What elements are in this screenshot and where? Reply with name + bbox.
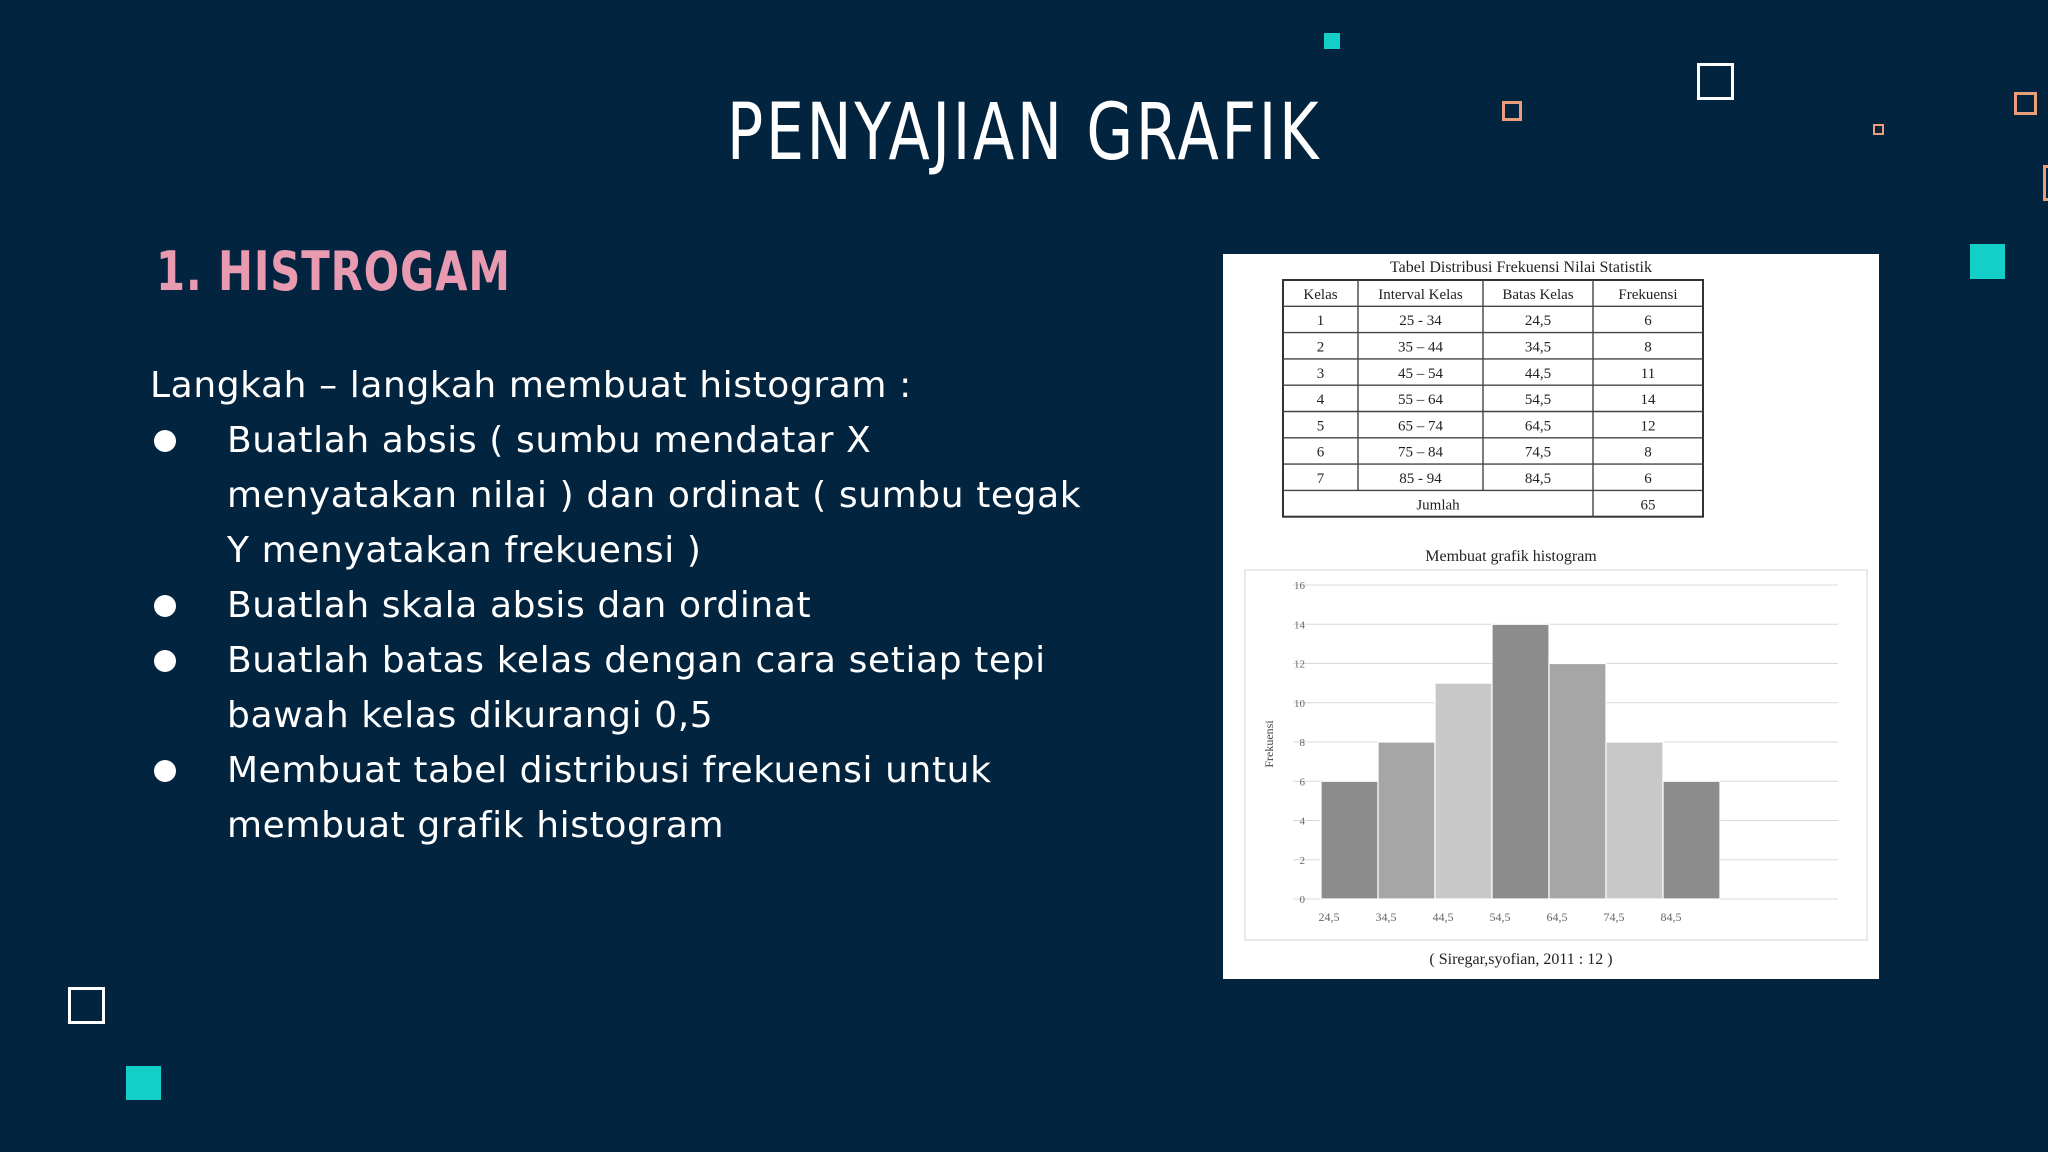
- y-tick-label: 2: [1299, 854, 1305, 867]
- figure-panel: [1223, 254, 1879, 979]
- list-item: [150, 633, 1110, 743]
- table-cell: 14: [1640, 392, 1656, 409]
- table-cell: 24,5: [1524, 313, 1552, 330]
- source-citation: ( Siregar,syofian, 2011 : 12 ): [1429, 951, 1613, 968]
- histogram-bar: [1435, 683, 1492, 899]
- y-axis-label: Frekuensi: [1262, 720, 1276, 768]
- y-tick-label: 8: [1299, 737, 1305, 749]
- list-item: [150, 743, 1110, 853]
- y-tick-label: 14: [1294, 619, 1305, 632]
- chart-bars: [1321, 624, 1720, 899]
- chart-title: Membuat grafik histogram: [1425, 548, 1597, 565]
- decor-square-peach-4: [2043, 165, 2048, 201]
- x-tick-label: 44,5: [1432, 910, 1454, 924]
- intro-text: Langkah – langkah membuat histogram :: [150, 365, 912, 406]
- table-header-cell: Kelas: [1303, 286, 1338, 303]
- table-cell: 44,5: [1524, 365, 1552, 382]
- step-text: Buatlah absis ( sumbu mendatar X menyatakan nilai ) dan ordinat ( sumbu tegak Y menyatakan frekuensi ): [227, 420, 1082, 571]
- histogram-bar: [1549, 664, 1606, 900]
- decor-square-teal-right: [1970, 244, 2005, 279]
- table-cell: 84,5: [1524, 471, 1552, 488]
- table-cell: 35 – 44: [1398, 339, 1443, 356]
- table-cell: 85 - 94: [1399, 471, 1442, 488]
- x-tick-label: 74,5: [1603, 910, 1625, 924]
- table-cell: 4: [1316, 392, 1325, 409]
- y-tick-label: 10: [1294, 697, 1305, 710]
- list-item: [150, 413, 1110, 578]
- steps-list: [150, 413, 1110, 853]
- y-tick-labels: [1294, 580, 1306, 906]
- x-tick-label: 64,5: [1546, 910, 1568, 924]
- bullet-icon: [154, 650, 176, 672]
- table-cell: 55 – 64: [1398, 392, 1443, 409]
- step-text: Buatlah batas kelas dengan cara setiap tepi bawah kelas dikurangi 0,5: [227, 640, 1046, 736]
- table-header-cell: Interval Kelas: [1378, 286, 1463, 303]
- table-cell: 5: [1316, 418, 1325, 435]
- y-tick-label: 6: [1299, 776, 1305, 789]
- slide-title: PENYAJIAN GRAFIK: [726, 88, 1322, 178]
- x-tick-labels: [1319, 910, 1682, 924]
- y-tick-label: 4: [1299, 815, 1305, 828]
- table-cell: 75 – 84: [1398, 444, 1443, 461]
- step-text: Buatlah skala absis dan ordinat: [227, 585, 812, 626]
- table-cell: 34,5: [1524, 339, 1552, 356]
- y-tick-label: 12: [1294, 658, 1305, 671]
- table-total-label: Jumlah: [1416, 497, 1460, 514]
- step-text: Membuat tabel distribusi frekuensi untuk membuat grafik histogram: [227, 750, 992, 846]
- table-cell: 45 – 54: [1398, 365, 1443, 382]
- decor-square-teal-top: [1324, 33, 1340, 49]
- histogram-bar: [1321, 781, 1378, 899]
- table-total-value: 65: [1640, 497, 1656, 514]
- x-tick-label: 54,5: [1489, 910, 1511, 924]
- table-cell: 74,5: [1524, 444, 1552, 461]
- table-cell: 25 - 34: [1399, 313, 1442, 330]
- list-item: [150, 578, 1110, 633]
- table-cell: 7: [1316, 471, 1325, 488]
- histogram-bar: [1606, 742, 1663, 899]
- table-cell: 3: [1316, 365, 1325, 382]
- table-cell: 12: [1640, 418, 1656, 435]
- x-tick-label: 34,5: [1375, 910, 1397, 924]
- table-header-cell: Frekuensi: [1618, 286, 1678, 303]
- table-cell: 11: [1640, 365, 1656, 382]
- x-tick-label: 24,5: [1318, 910, 1340, 924]
- histogram-bar: [1663, 781, 1720, 899]
- table-cell: 8: [1644, 339, 1652, 356]
- bullet-icon: [154, 760, 176, 782]
- decor-square-peach-3: [2014, 92, 2037, 115]
- table-cell: 64,5: [1524, 418, 1552, 435]
- table-title: Tabel Distribusi Frekuensi Nilai Statistik: [1390, 259, 1652, 276]
- decor-square-teal-bottom: [126, 1066, 161, 1100]
- table-cell: 8: [1644, 444, 1652, 461]
- histogram-bar: [1492, 624, 1549, 899]
- table-header-cell: Batas Kelas: [1502, 286, 1574, 303]
- table-cell: 6: [1644, 313, 1652, 330]
- table-cell: 6: [1316, 444, 1325, 461]
- figure-svg: [1223, 254, 1879, 979]
- table-cell: 1: [1316, 313, 1325, 330]
- decor-square-outline-bottom: [68, 987, 105, 1024]
- table-cell: 65 – 74: [1398, 418, 1443, 435]
- section-heading: 1. HISTROGAM: [156, 240, 511, 303]
- bullet-icon: [154, 430, 176, 452]
- table-cell: 6: [1644, 471, 1652, 488]
- x-tick-label: 84,5: [1660, 910, 1682, 924]
- y-tick-label: 0: [1299, 894, 1305, 906]
- histogram-bar: [1378, 742, 1435, 899]
- frequency-table-text: [1303, 287, 1677, 513]
- table-cell: 54,5: [1524, 392, 1552, 409]
- y-tick-label: 16: [1294, 580, 1305, 592]
- table-cell: 2: [1316, 339, 1325, 356]
- bullet-icon: [154, 595, 176, 617]
